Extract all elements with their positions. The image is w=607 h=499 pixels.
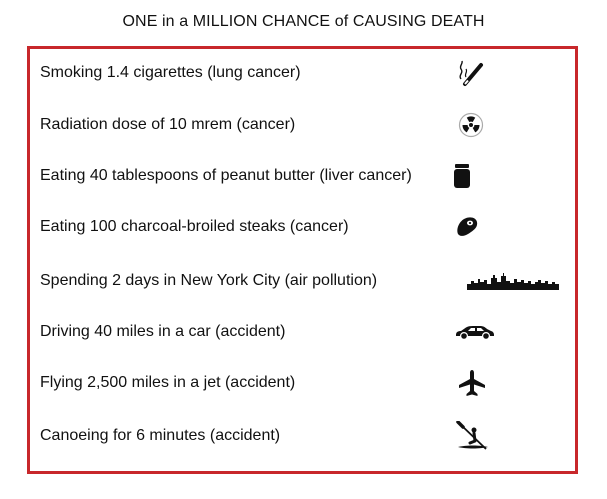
risk-row-canoe: [30, 416, 575, 456]
city-skyline-icon: [467, 272, 559, 290]
risk-label: Smoking 1.4 cigarettes (lung cancer): [40, 64, 301, 81]
risk-label: Canoeing for 6 minutes (accident): [40, 427, 281, 444]
risk-label: Flying 2,500 miles in a jet (accident): [40, 374, 296, 391]
risk-row-jet: [30, 363, 575, 403]
cigarette-icon: [455, 57, 487, 89]
risk-label: Driving 40 miles in a car (accident): [40, 323, 286, 340]
risk-label: Spending 2 days in New York City (air pollution): [40, 272, 378, 289]
risk-row-smoking: [30, 53, 575, 93]
risk-row-car: [30, 312, 575, 352]
risk-label: Eating 100 charcoal-broiled steaks (cancer): [40, 218, 349, 235]
steak-icon: [455, 216, 479, 238]
risk-row-steaks: [30, 207, 575, 247]
risk-table: [27, 46, 578, 474]
page-title: ONE in a MILLION CHANCE of CAUSING DEATH: [122, 13, 485, 30]
risk-row-new-york: [30, 261, 575, 301]
canoe-icon: [456, 421, 490, 451]
jar-icon: [453, 163, 471, 189]
car-icon: [455, 324, 495, 340]
airplane-icon: [458, 369, 486, 397]
risk-label: Eating 40 tablespoons of peanut butter (liver cancer): [40, 167, 412, 184]
radiation-icon: [458, 112, 484, 138]
risk-row-radiation: [30, 105, 575, 145]
risk-row-peanut-butter: [30, 156, 575, 196]
risk-label: Radiation dose of 10 mrem (cancer): [40, 116, 296, 133]
